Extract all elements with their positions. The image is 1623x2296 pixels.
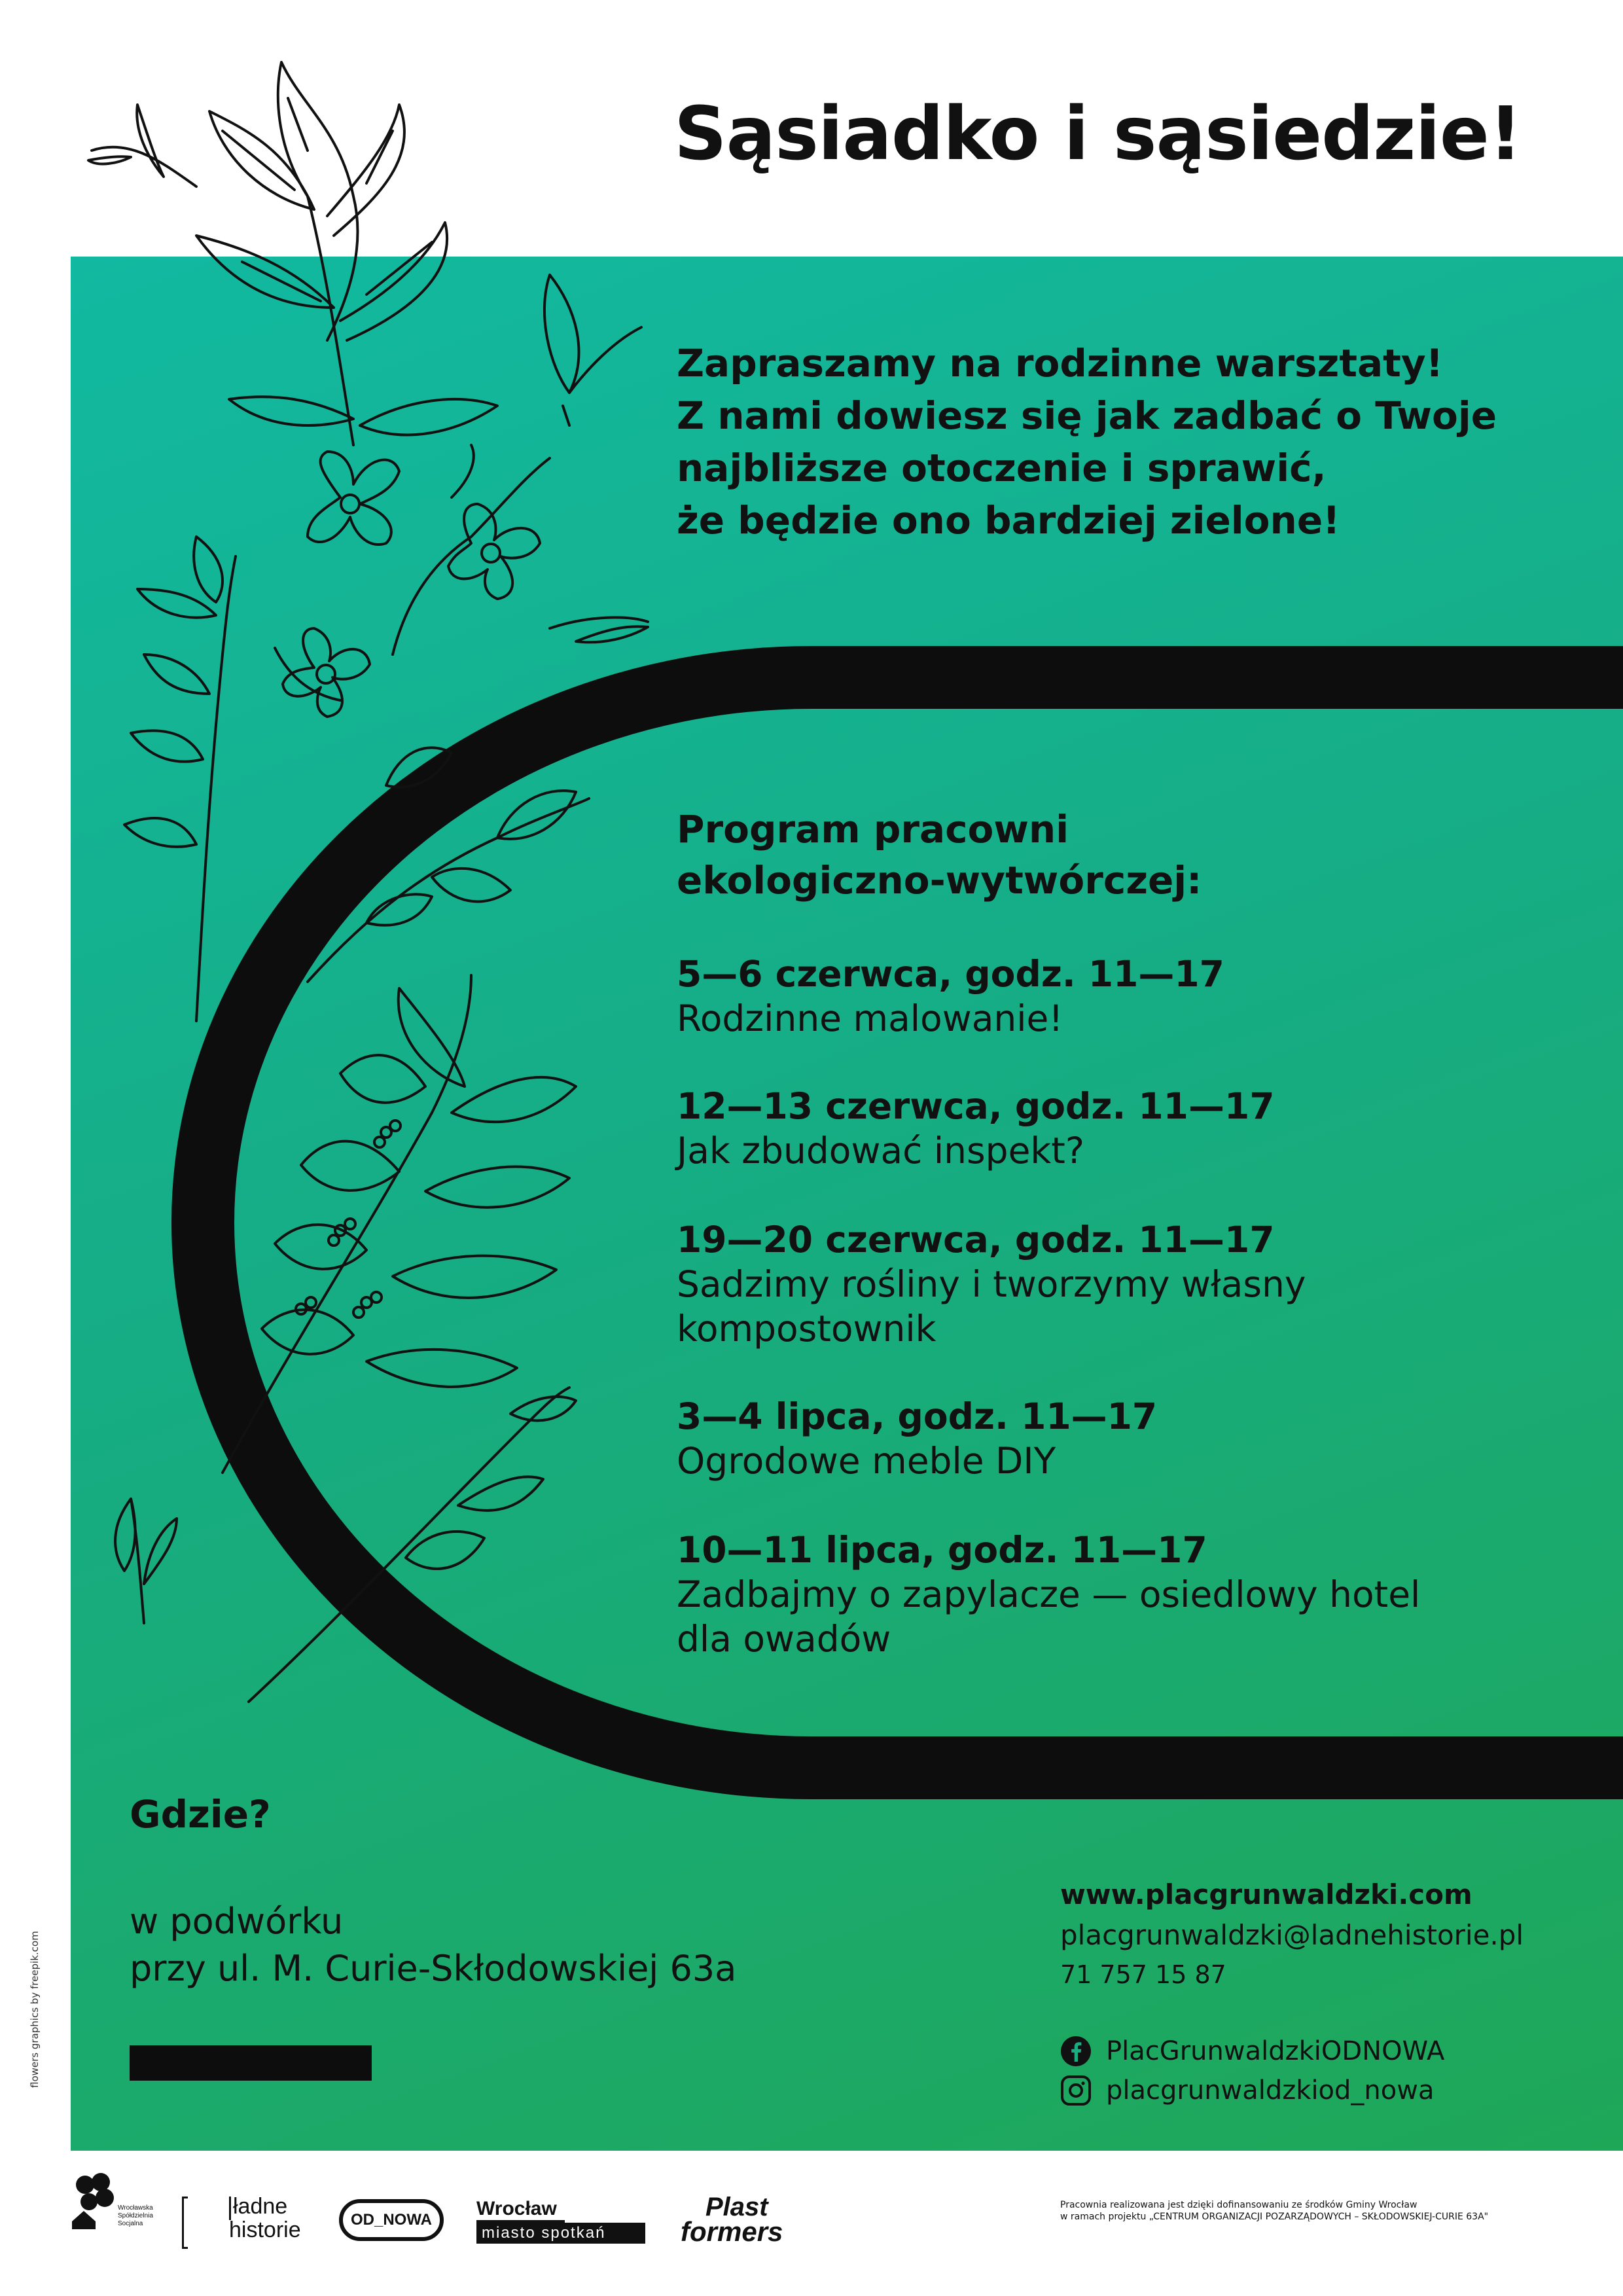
ladne-historie-logo (182, 2194, 319, 2245)
plastformers-logo (681, 2193, 825, 2249)
program-heading-line: ekologiczno-wytwórczej: (677, 858, 1202, 903)
wroclaw-top-text: Wrocław (476, 2198, 565, 2223)
event-date: 19—20 czerwca, godz. 11—17 (677, 1219, 1275, 1261)
event-item (677, 1217, 1306, 1351)
black-bar-decoration (130, 2045, 372, 2081)
clover-icon (71, 2170, 123, 2229)
intro-line: Z nami dowiesz się jak zadbać o Twoje (677, 393, 1497, 438)
facebook-link[interactable] (1060, 2036, 1444, 2067)
phone-number: 71 757 15 87 (1060, 1960, 1226, 1989)
spoldzielnia-line: Wrocławska (118, 2204, 153, 2212)
event-description: Ogrodowe meble DIY (677, 1440, 1056, 1482)
where-address (130, 1898, 736, 1992)
ladne-bottom-text: historie (229, 2217, 301, 2242)
ladne-top-text: ładne (233, 2194, 288, 2219)
email-link[interactable]: placgrunwaldzki@ladnehistorie.pl (1060, 1919, 1524, 1951)
event-date: 5—6 czerwca, godz. 11—17 (677, 953, 1224, 995)
funding-note: Pracownia realizowana jest dzięki dofinansowaniu ze środków Gminy Wrocław w ramach projektu „CENTRUM ORGANIZACJI POZARZĄDOWYCH – SKŁODOWSKIEJ-CURIE 63A" (1060, 2200, 1489, 2222)
event-date: 12—13 czerwca, godz. 11—17 (677, 1085, 1275, 1127)
page-title: Sąsiadko i sąsiedzie! (674, 92, 1522, 177)
facebook-icon (1060, 2036, 1092, 2067)
wroclaw-bottom-text: miasto spotkań (476, 2223, 645, 2244)
odnowa-logo (339, 2199, 444, 2241)
graphics-credit: flowers graphics by freepik.com (29, 1931, 41, 2088)
event-date: 3—4 lipca, godz. 11—17 (677, 1395, 1158, 1437)
spoldzielnia-line: Spółdzielnia (118, 2212, 153, 2219)
wroclaw-logo (476, 2198, 647, 2244)
spoldzielnia-line: Socjalna (118, 2220, 143, 2227)
small-sprout (115, 1499, 177, 1623)
event-description: Sadzimy rośliny i tworzymy własny kompostownik (677, 1263, 1306, 1350)
flower-cluster (275, 445, 648, 717)
instagram-icon (1060, 2075, 1092, 2106)
where-label: Gdzie? (130, 1792, 271, 1837)
plast-top-text: Plast (705, 2193, 768, 2221)
leaf-branch-middle (308, 747, 589, 982)
where-line: przy ul. M. Curie-Skłodowskiej 63a (130, 1948, 737, 1989)
flying-leaf-icon (88, 105, 196, 187)
event-description: Jak zbudować inspekt? (677, 1130, 1085, 1172)
leaf-branch-lower (223, 975, 576, 1473)
instagram-link[interactable] (1060, 2075, 1434, 2106)
intro-line: Zapraszamy na rodzinne warsztaty! (677, 341, 1444, 386)
event-item (677, 952, 1224, 1041)
odnowa-text: OD_NOWA (350, 2211, 432, 2229)
event-item (677, 1394, 1157, 1483)
event-date: 10—11 lipca, godz. 11—17 (677, 1529, 1207, 1571)
intro-line: najbliższe otoczenie i sprawić, (677, 446, 1327, 490)
event-item (677, 1084, 1275, 1173)
event-description: Zadbajmy o zapylacze — osiedlowy hotel dla owadów (677, 1573, 1421, 1660)
program-heading-line: Program pracowni (677, 807, 1069, 852)
spoldzielnia-logo (71, 2170, 162, 2249)
intro-text (677, 337, 1497, 547)
instagram-handle: placgrunwaldzkiod_nowa (1106, 2075, 1435, 2106)
facebook-handle: PlacGrunwaldzkiODNOWA (1106, 2036, 1445, 2066)
event-item (677, 1528, 1420, 1661)
intro-line: że będzie ono bardziej zielone! (677, 498, 1340, 543)
website-link[interactable]: www.placgrunwaldzki.com (1060, 1878, 1472, 1910)
leaf-bunch-top (196, 62, 497, 445)
where-line: w podwórku (130, 1901, 344, 1942)
program-heading (677, 804, 1202, 906)
plast-bottom-text: formers (681, 2216, 783, 2247)
event-description: Rodzinne malowanie! (677, 997, 1063, 1039)
lower-stalk (249, 1388, 576, 1702)
small-leaf (544, 275, 641, 425)
tall-stalk-left (124, 537, 236, 1021)
